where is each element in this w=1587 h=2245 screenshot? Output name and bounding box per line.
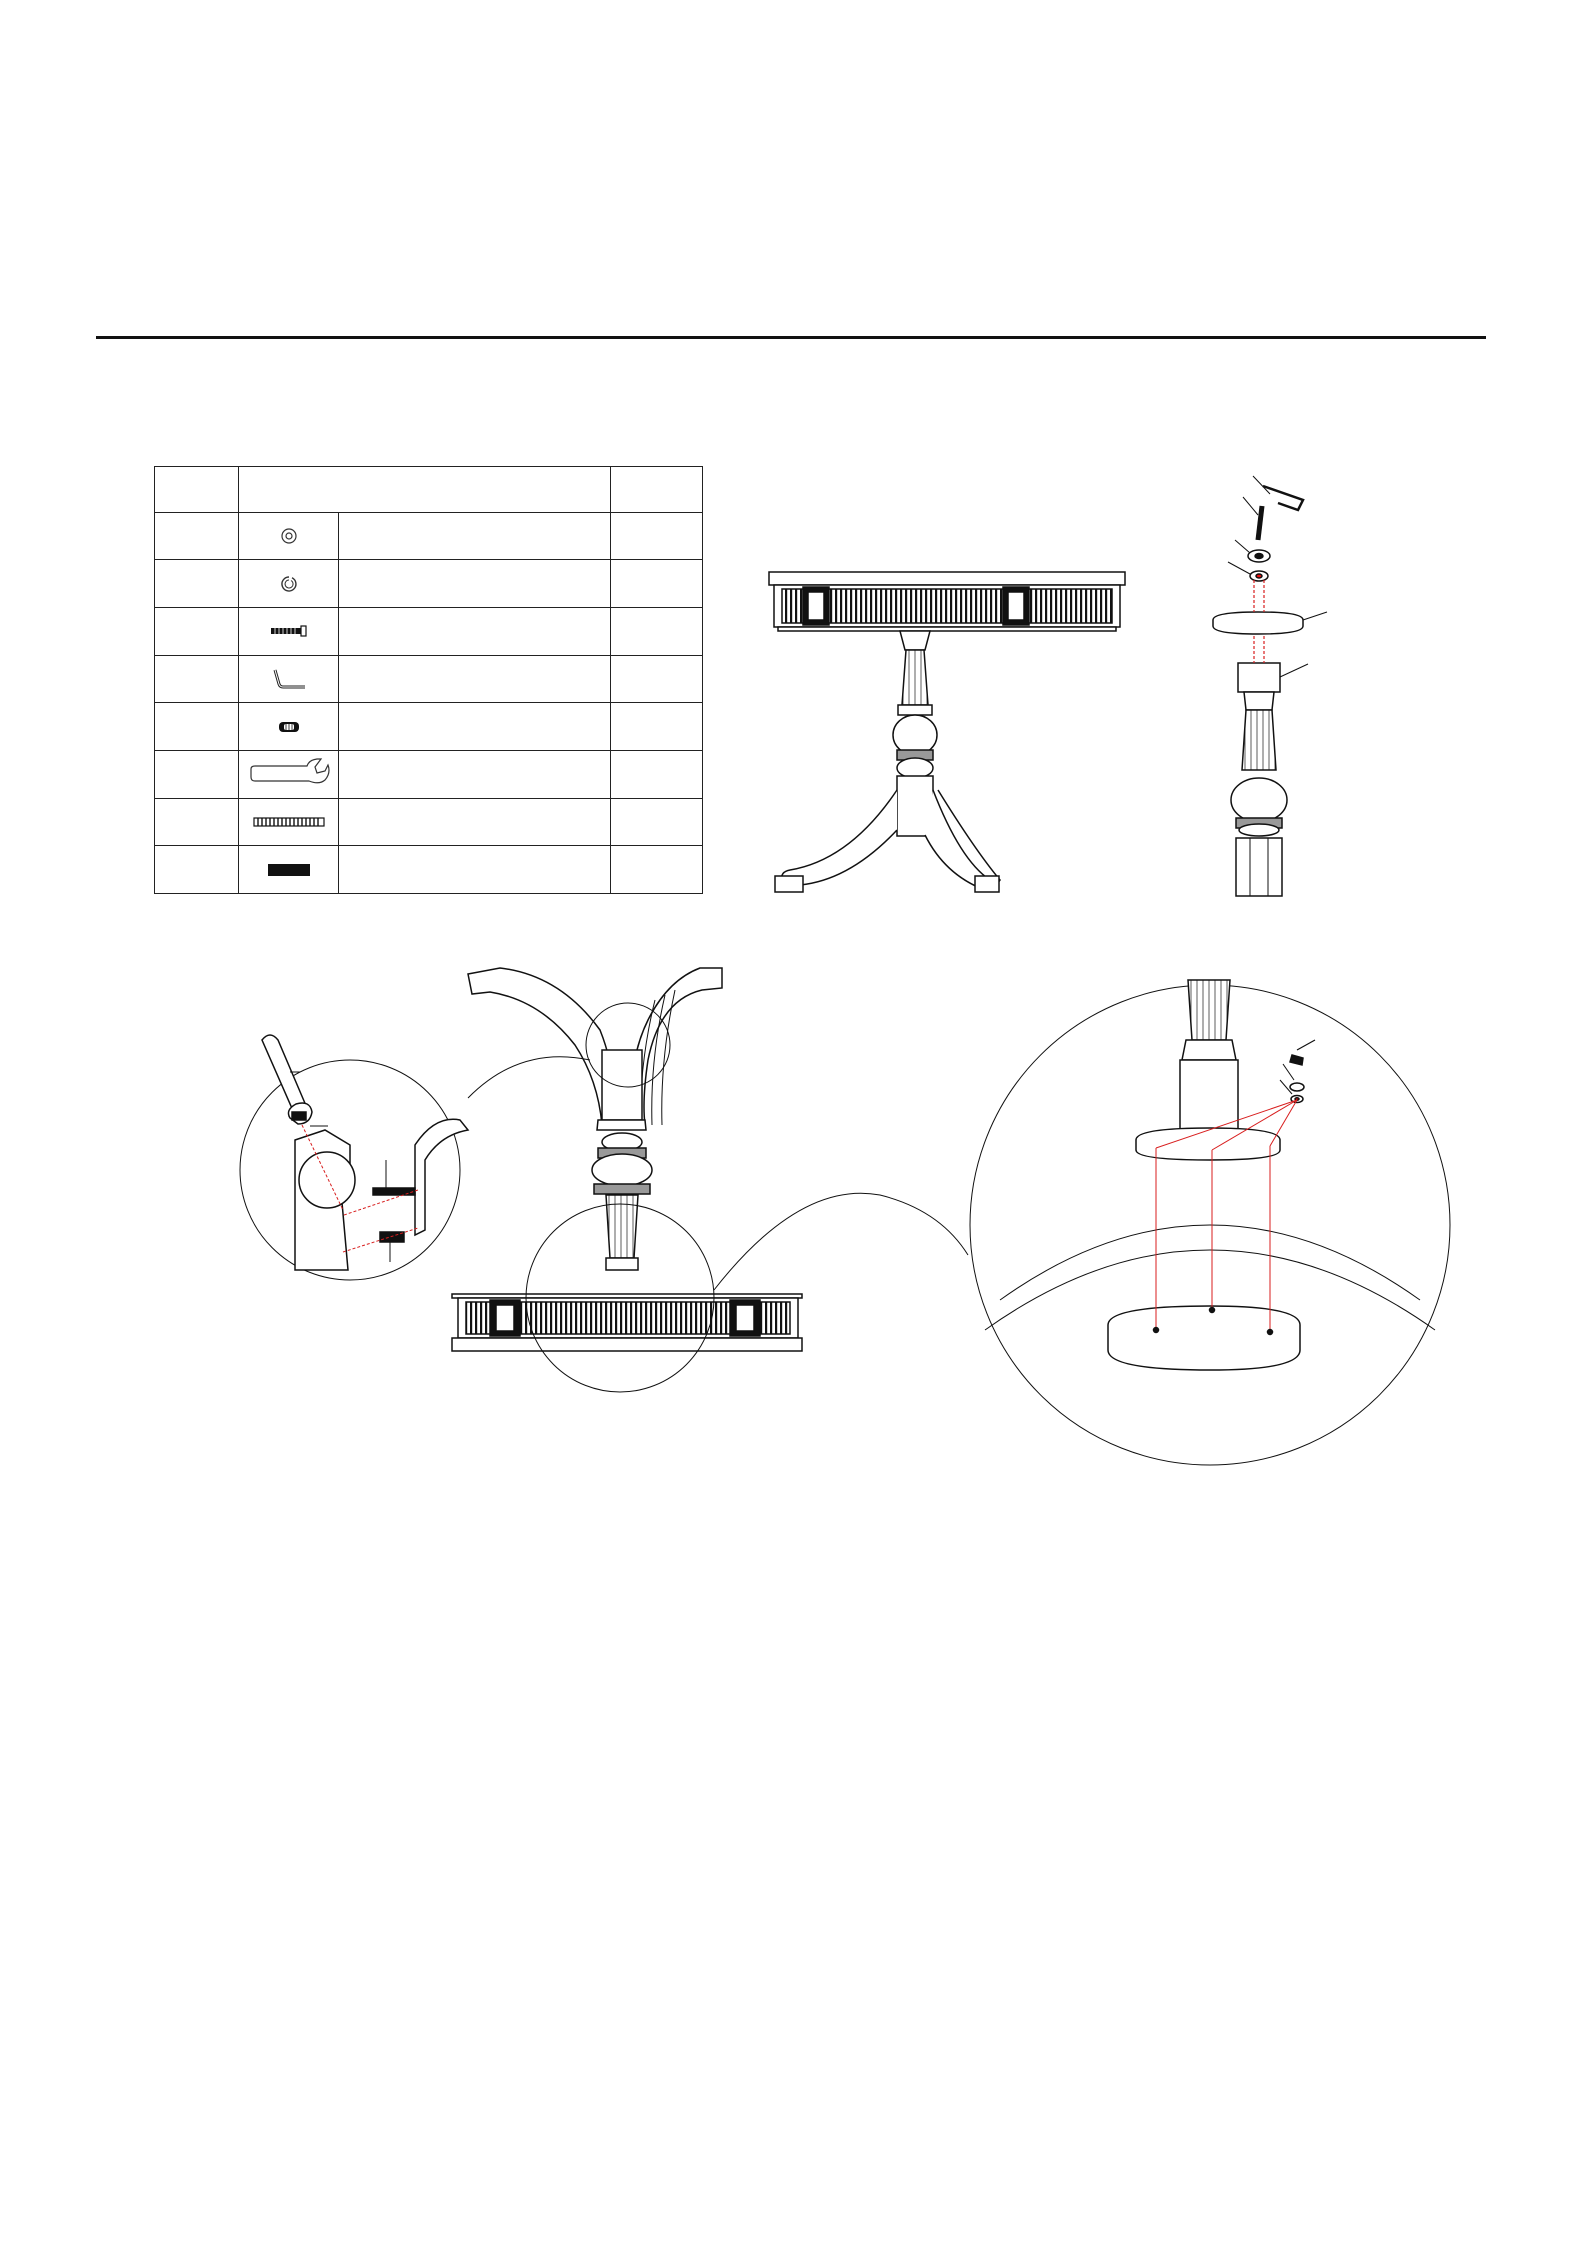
leg-assembly-figure (240, 968, 968, 1392)
exploded-column-figure (1213, 476, 1327, 896)
assembled-table-figure (769, 572, 1125, 892)
column-to-top-detail-figure (970, 980, 1450, 1465)
